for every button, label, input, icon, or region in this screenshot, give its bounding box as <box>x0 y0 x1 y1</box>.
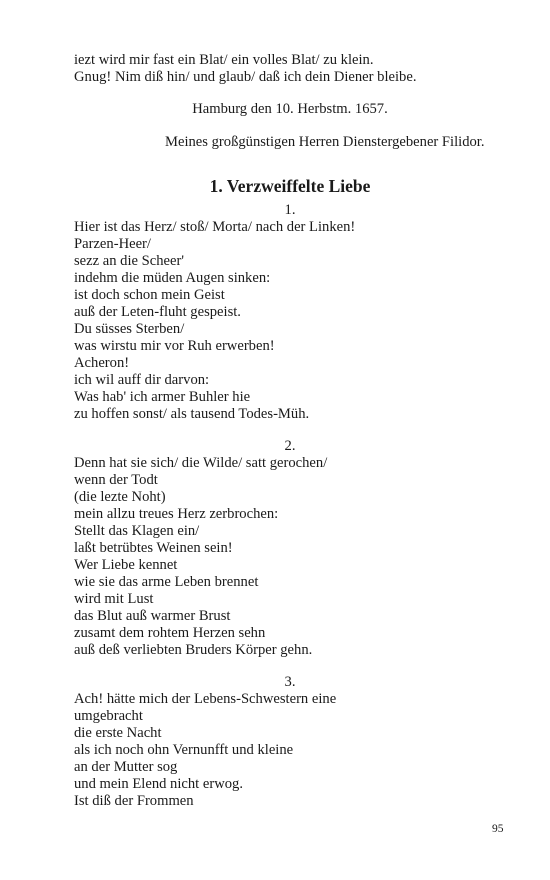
signature: Meines großgünstigen Herren Dienstergebener Filidor. <box>165 134 485 150</box>
verse-line: ich wil auff dir darvon: <box>74 372 210 388</box>
verse-line: Denn hat sie sich/ die Wilde/ satt gerochen/ <box>74 455 328 471</box>
verse-line: wenn der Todt <box>74 472 158 488</box>
verse-line: mein allzu treues Herz zerbrochen: <box>74 506 279 522</box>
verse-line: umgebracht <box>74 708 143 724</box>
verse-line: Ist diß der Frommen <box>74 793 194 809</box>
verse-line: laßt betrübtes Weinen sein! <box>74 540 233 556</box>
poem-title: 1. Verzweiffelte Liebe <box>209 176 371 196</box>
verse-line: Hier ist das Herz/ stoß/ Morta/ nach der Linken! <box>74 219 356 235</box>
verse-line: wie sie das arme Leben brennet <box>74 574 259 590</box>
intro-line-1: iezt wird mir fast ein Blat/ ein volles Blat/ zu klein. <box>74 52 374 68</box>
verse-line: als ich noch ohn Vernunfft und kleine <box>74 742 294 758</box>
verse-line: Parzen-Heer/ <box>74 236 151 252</box>
verse-line: das Blut auß warmer Brust <box>74 608 231 624</box>
place-date: Hamburg den 10. Herbstm. 1657. <box>192 101 388 117</box>
stanza-number: 3. <box>284 674 296 690</box>
page-number: 95 <box>492 823 504 835</box>
verse-line: zusamt dem rohtem Herzen sehn <box>74 625 266 641</box>
verse-line: auß der Leten-fluht gespeist. <box>74 304 241 320</box>
verse-line: zu hoffen sonst/ als tausend Todes-Müh. <box>74 406 310 422</box>
verse-line: Stellt das Klagen ein/ <box>74 523 200 539</box>
verse-line: wird mit Lust <box>74 591 154 607</box>
verse-line: und mein Elend nicht erwog. <box>74 776 244 792</box>
verse-line: sezz an die Scheer' <box>74 253 184 269</box>
stanza-number: 2. <box>284 438 296 454</box>
intro-line-2: Gnug! Nim diß hin/ und glaub/ daß ich dein Diener bleibe. <box>74 69 417 85</box>
verse-line: an der Mutter sog <box>74 759 178 775</box>
verse-line: die erste Nacht <box>74 725 162 741</box>
verse-line: Acheron! <box>74 355 130 371</box>
verse-line: Was hab' ich armer Buhler hie <box>74 389 251 405</box>
verse-line: Wer Liebe kennet <box>74 557 178 573</box>
verse-line: Du süsses Sterben/ <box>74 321 185 337</box>
verse-line: ist doch schon mein Geist <box>74 287 225 303</box>
verse-line: auß deß verliebten Bruders Körper gehn. <box>74 642 313 658</box>
verse-line: indehm die müden Augen sinken: <box>74 270 271 286</box>
verse-line: Ach! hätte mich der Lebens-Schwestern eine <box>74 691 337 707</box>
verse-line: (die lezte Noht) <box>74 489 166 505</box>
stanza-number: 1. <box>284 202 296 218</box>
verse-line: was wirstu mir vor Ruh erwerben! <box>74 338 275 354</box>
